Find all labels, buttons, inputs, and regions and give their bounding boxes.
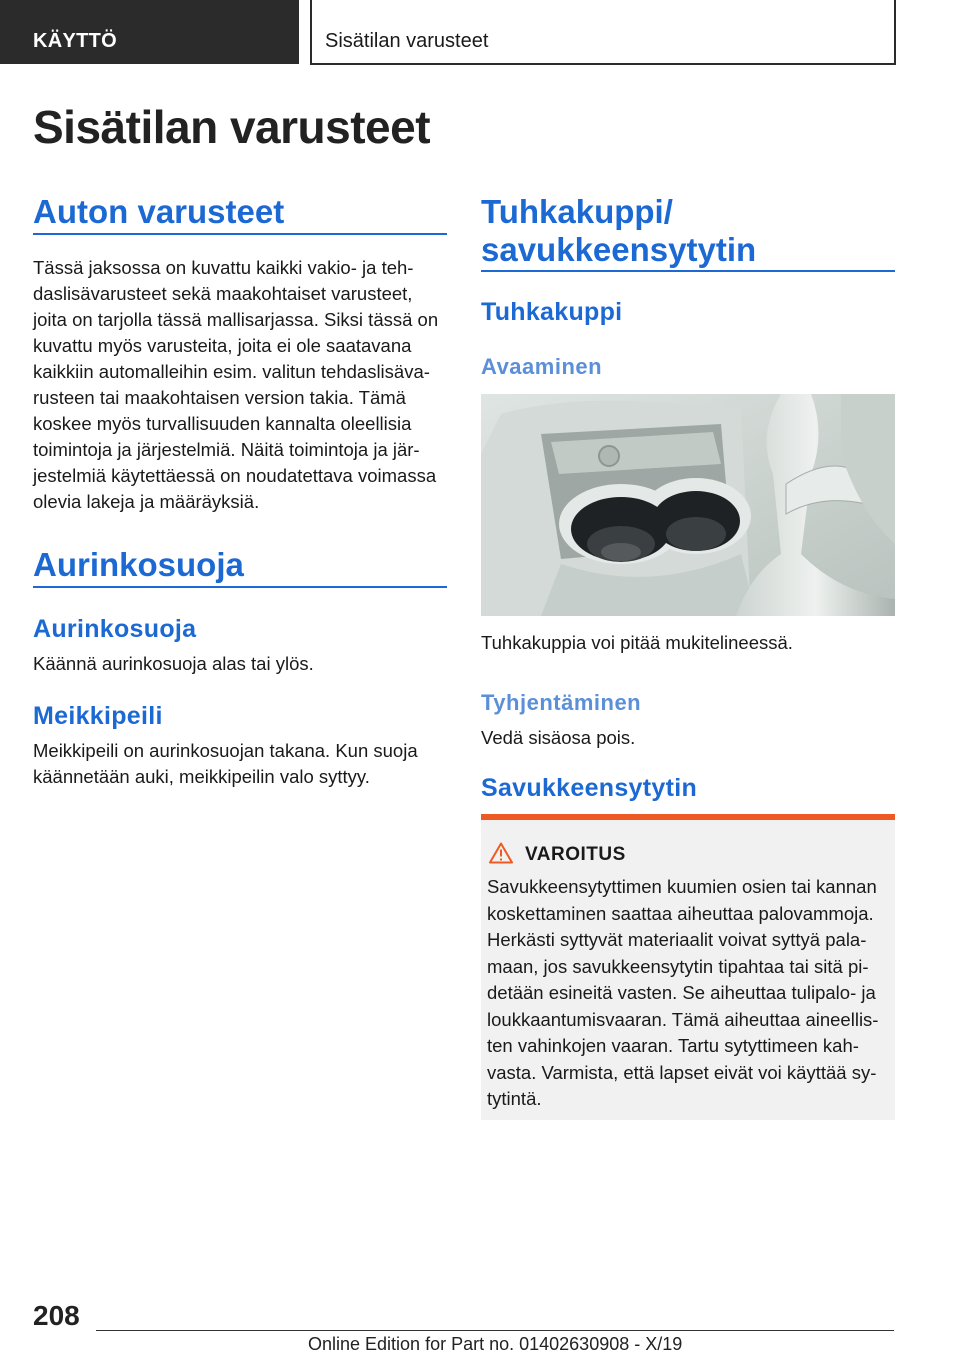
footer-edition-text: Online Edition for Part no. 01402630908 - X/19 [308, 1334, 683, 1354]
warning-text [487, 874, 893, 1113]
heading-tuhkakuppi-savukkeensytytin [481, 193, 756, 269]
text-line: vasta. Varmista, että lapset eivät voi käyttää sy- [487, 1061, 877, 1083]
subheading-meikkipeili: Meikkipeili [33, 702, 163, 730]
page-title: Sisätilan varusteet [33, 101, 431, 153]
ashtray-cupholder-photo [481, 394, 895, 616]
text-line: Käännä aurinkosuoja alas tai ylös. [33, 653, 314, 674]
text-line: Vedä sisäosa pois. [481, 727, 636, 748]
meikkipeili-text [33, 738, 449, 790]
heading-line: Tuhkakuppi/ [481, 193, 673, 230]
text-line: maan, jos savukkeensytytin tipahtaa tai sitä pi- [487, 955, 869, 977]
heading-auton-varusteet: Auton varusteet [33, 193, 285, 230]
text-line: daslisävarusteet sekä maakohtaiset varusteet, [33, 283, 413, 304]
text-line: koskettaminen saattaa aiheuttaa palovammoja. [487, 902, 874, 924]
footer-rule [96, 1330, 894, 1331]
text-line: detään esineitä vasten. Se aiheuttaa tulipalo- ja [487, 982, 876, 1003]
header-section-label: KÄYTTÖ [33, 30, 118, 52]
text-line: kaikkiin automalleihin esim. valitun tehdaslisäva- [33, 361, 430, 382]
header-chapter-tab [310, 0, 896, 65]
subheading-aurinkosuoja: Aurinkosuoja [33, 615, 197, 643]
subheading-tyhjentaminen: Tyhjentäminen [481, 690, 642, 715]
ashtray-caption [481, 630, 897, 656]
text-line: käännetään auki, meikkipeilin valo syttyy. [33, 766, 370, 787]
cupholder-illustration [481, 394, 895, 616]
text-line: loukkaantumisvaaran. Tämä aiheuttaa aineellis- [487, 1008, 879, 1030]
text-line: toimintoja ja järjestelmiä. Näitä toimintoja ja jär- [33, 439, 420, 460]
heading-aurinkosuoja: Aurinkosuoja [33, 546, 244, 583]
aurinkosuoja-text [33, 651, 449, 677]
subheading-savukkeensytytin: Savukkeensytytin [481, 774, 698, 802]
text-line: Tuhkakuppia voi pitää mukitelineessä. [481, 632, 793, 653]
subheading-tuhkakuppi: Tuhkakuppi [481, 298, 623, 326]
text-line: Tässä jaksossa on kuvattu kaikki vakio- ja teh- [33, 257, 414, 278]
heading-rule [481, 270, 895, 272]
warning-box [481, 814, 895, 1120]
header-chapter-label: Sisätilan varusteet [325, 30, 489, 52]
warning-title: VAROITUS [525, 844, 626, 865]
tyhjentaminen-text [481, 725, 897, 751]
subheading-avaaminen: Avaaminen [481, 354, 603, 379]
text-line: tytintä. [487, 1088, 542, 1109]
heading-rule [33, 586, 447, 588]
text-line: Herkästi syttyvät materiaalit voivat syttyä pala- [487, 929, 867, 950]
text-line: Savukkeensytyttimen kuumien osien tai kannan [487, 876, 877, 897]
text-line: ten vahinkojen vaaran. Tartu sytyttimeen kah- [487, 1035, 859, 1056]
warning-bar [481, 814, 895, 820]
page-number: 208 [33, 1300, 80, 1331]
heading-line: savukkeensytytin [481, 231, 757, 268]
header-section-tab [0, 0, 299, 64]
text-line: rusteen tai maakohtaisen version takia. Tämä [33, 387, 406, 408]
auton-varusteet-text [33, 255, 449, 515]
heading-rule [33, 233, 447, 235]
text-line: joita on tarjolla tässä mallisarjassa. Siksi tässä on [33, 309, 439, 330]
text-line: koskee myös turvallisuuden kannalta oleellisia [33, 413, 412, 434]
text-line: olevia lakeja ja määräyksiä. [33, 491, 260, 512]
warning-triangle-icon [489, 842, 513, 864]
text-line: jestelmiä käytettäessä on noudatettava voimassa [33, 465, 437, 486]
text-line: kuvattu myös varusteita, joita ei ole saatavana [33, 335, 412, 356]
text-line: Meikkipeili on aurinkosuojan takana. Kun suoja [33, 740, 418, 761]
